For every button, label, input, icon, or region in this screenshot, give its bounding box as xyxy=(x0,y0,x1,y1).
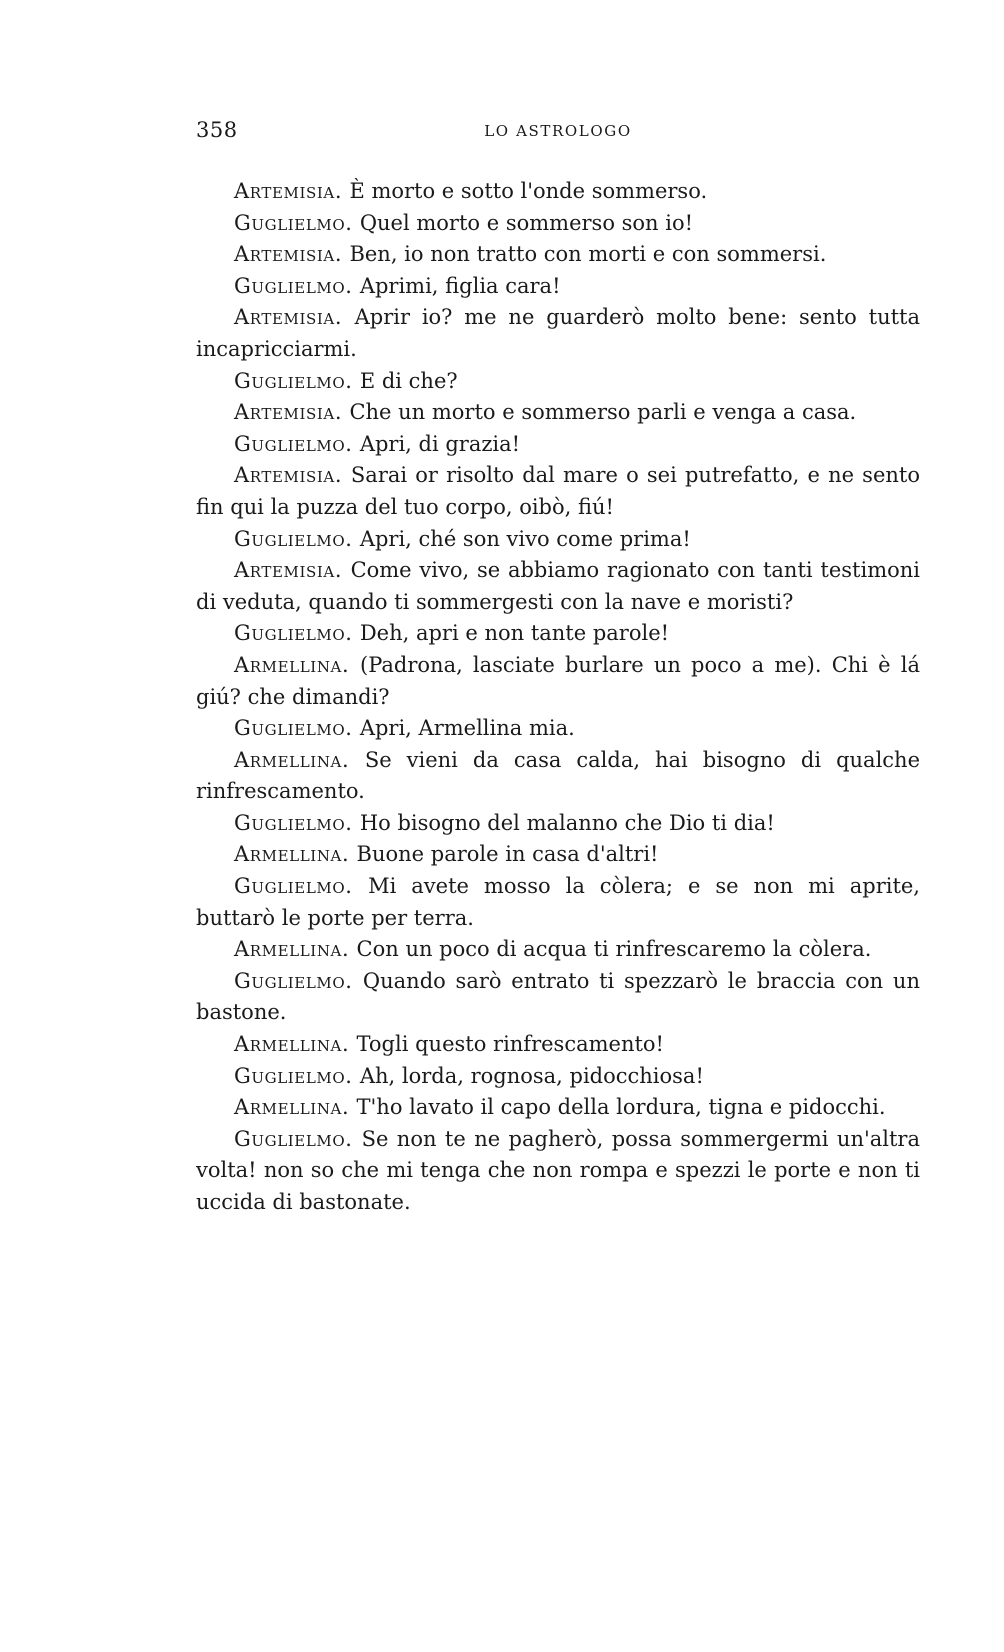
speaker-name: Guglielmo. xyxy=(234,716,353,741)
speaker-name: Armellina. xyxy=(234,1032,350,1057)
speech-line xyxy=(196,176,920,208)
speech-line xyxy=(196,1124,920,1219)
speaker-name: Artemisia. xyxy=(234,179,343,203)
speech-line xyxy=(196,555,920,618)
speech-line xyxy=(196,839,920,871)
page-header xyxy=(196,118,920,146)
speech-text: Quando sarò entrato ti spezzarò le braccia con un bastone. xyxy=(196,968,920,1025)
speech-text: Apri, ché son vivo come prima! xyxy=(359,526,691,551)
speaker-name: Guglielmo. xyxy=(234,431,353,456)
speech-line xyxy=(196,1029,920,1061)
speaker-name: Guglielmo. xyxy=(234,1063,353,1088)
dialogue-text xyxy=(196,176,920,1219)
speaker-name: Artemisia. xyxy=(234,558,343,583)
speaker-name: Armellina. xyxy=(234,1095,350,1120)
speaker-name: Guglielmo. xyxy=(234,526,353,551)
speech-line xyxy=(196,460,920,523)
speech-line xyxy=(196,713,920,745)
speech-line xyxy=(196,429,920,461)
speech-text: Mi avete mosso la còlera; e se non mi aprite, buttarò le porte per terra. xyxy=(196,874,920,930)
speech-text: Deh, apri e non tante parole! xyxy=(359,621,670,646)
speech-text: (Padrona, lasciate burlare un poco a me). Chi è lá giú? che dimandi? xyxy=(196,652,920,709)
speaker-name: Guglielmo. xyxy=(234,368,353,393)
speech-text: Aprimi, figlia cara! xyxy=(359,273,561,298)
speech-line xyxy=(196,745,920,808)
running-title: LO ASTROLOGO xyxy=(484,122,632,140)
speaker-name: Artemisia. xyxy=(234,305,343,330)
speech-text: Se vieni da casa calda, hai bisogno di qualche rinfrescamento. xyxy=(196,747,921,804)
speaker-name: Guglielmo. xyxy=(234,210,353,235)
speech-text: È morto e sotto l'onde sommerso. xyxy=(349,179,708,203)
speech-text: Aprir io? me ne guarderò molto bene: sento tutta incapricciarmi. xyxy=(196,305,920,361)
speech-line xyxy=(196,966,920,1029)
speech-line xyxy=(196,397,920,429)
speech-line xyxy=(196,524,920,556)
speaker-name: Guglielmo. xyxy=(234,968,353,993)
speech-text: Ho bisogno del malanno che Dio ti dia! xyxy=(359,810,775,835)
speaker-name: Guglielmo. xyxy=(234,273,353,298)
speaker-name: Guglielmo. xyxy=(234,810,353,835)
speech-line xyxy=(196,1092,920,1124)
speaker-name: Artemisia. xyxy=(234,463,343,488)
speech-text: Apri, Armellina mia. xyxy=(359,716,575,741)
speech-line xyxy=(196,366,920,398)
speech-text: Quel morto e sommerso son io! xyxy=(359,210,694,235)
speech-line xyxy=(196,808,920,840)
speech-text: Togli questo rinfrescamento! xyxy=(356,1032,664,1057)
speech-text: E di che? xyxy=(359,368,458,393)
speech-line xyxy=(196,934,920,966)
page-number: 358 xyxy=(196,118,238,142)
speech-line xyxy=(196,871,920,934)
speech-line xyxy=(196,302,920,365)
speaker-name: Armellina. xyxy=(234,652,350,677)
speech-text: Che un morto e sommerso parli e venga a casa. xyxy=(349,400,857,425)
speech-text: Apri, di grazia! xyxy=(359,431,521,456)
speech-line xyxy=(196,618,920,650)
speech-text: Sarai or risolto dal mare o sei putrefatto, e ne sento fin qui la puzza del tuo corpo, oibò, fiú! xyxy=(196,463,920,519)
speaker-name: Artemisia. xyxy=(234,400,343,425)
speaker-name: Armellina. xyxy=(234,842,350,867)
speech-line xyxy=(196,208,920,240)
speech-line xyxy=(196,1061,920,1093)
speaker-name: Armellina. xyxy=(234,747,350,772)
speaker-name: Guglielmo. xyxy=(234,874,353,899)
speech-text: T'ho lavato il capo della lordura, tigna e pidocchi. xyxy=(356,1095,886,1120)
speaker-name: Armellina. xyxy=(234,937,350,962)
speech-line xyxy=(196,239,920,271)
speech-text: Come vivo, se abbiamo ragionato con tanti testimoni di veduta, quando ti sommergesti con la nave e moristi? xyxy=(196,558,920,614)
speech-text: Se non te ne pagherò, possa sommergermi un'altra volta! non so che mi tenga che non rompa e spezzi le porte e non ti uccida di bastonate. xyxy=(196,1126,920,1214)
speaker-name: Guglielmo. xyxy=(234,621,353,646)
speech-line xyxy=(196,650,920,713)
speech-text: Con un poco di acqua ti rinfrescaremo la còlera. xyxy=(356,937,872,962)
speech-text: Ben, io non tratto con morti e con sommersi. xyxy=(349,242,827,267)
speaker-name: Artemisia. xyxy=(234,242,343,267)
speech-line xyxy=(196,271,920,303)
speech-text: Ah, lorda, rognosa, pidocchiosa! xyxy=(359,1063,704,1088)
speech-text: Buone parole in casa d'altri! xyxy=(356,842,659,867)
speaker-name: Guglielmo. xyxy=(234,1126,353,1151)
